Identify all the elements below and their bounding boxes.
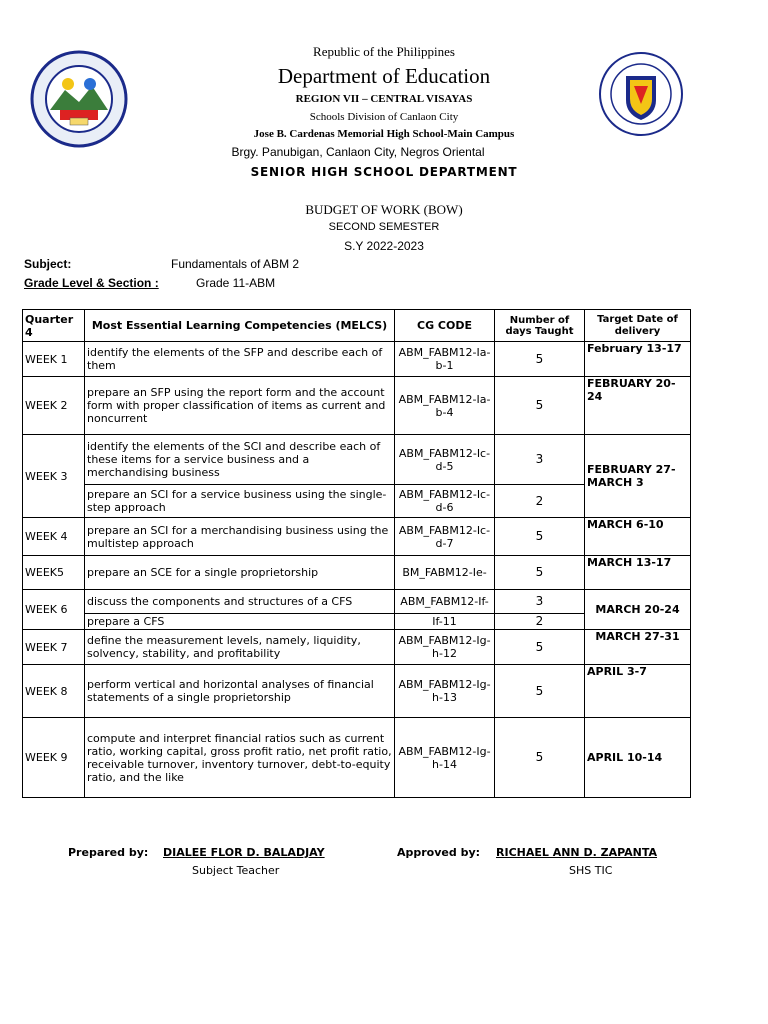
cg-code-cell: ABM_FABM12-Ic-d-5	[395, 435, 495, 485]
days-cell: 2	[495, 614, 585, 630]
melc-cell: discuss the components and structures of a CFS	[85, 590, 395, 614]
department-name: SENIOR HIGH SCHOOL DEPARTMENT	[250, 165, 518, 179]
table-row	[23, 342, 691, 377]
subject-value: Fundamentals of ABM 2	[171, 257, 300, 271]
week-cell: WEEK 8	[23, 665, 85, 718]
week-cell: WEEK 3	[23, 435, 85, 518]
cg-code-cell: ABM_FABM12-Ia-b-4	[395, 377, 495, 435]
target-date-cell: APRIL 3-7	[585, 665, 691, 718]
table-row	[23, 718, 691, 798]
bow-title: BUDGET OF WORK (BOW)	[305, 202, 463, 217]
approved-by-label: Approved by:	[397, 846, 481, 859]
target-date-cell: MARCH 20-24	[585, 590, 691, 630]
table-row	[23, 377, 691, 435]
school-name: Jose B. Cardenas Memorial High School-Main Campus	[253, 128, 515, 140]
days-cell: 5	[495, 665, 585, 718]
approved-by-name: RICHAEL ANN D. ZAPANTA	[496, 846, 658, 859]
header-quarter: Quarter 4	[23, 310, 85, 342]
melc-cell: prepare an SCI for a merchandising business using the multistep approach	[85, 518, 395, 556]
melc-cell: prepare a CFS	[85, 614, 395, 630]
melc-cell: prepare an SCE for a single proprietorship	[85, 556, 395, 590]
table-row	[23, 556, 691, 590]
days-cell: 5	[495, 518, 585, 556]
header-cg-code: CG CODE	[395, 310, 495, 342]
target-date-cell: February 13-17	[585, 342, 691, 377]
week-cell: WEEK 4	[23, 518, 85, 556]
table-row	[23, 665, 691, 718]
week-cell: WEEK 9	[23, 718, 85, 798]
region-line: REGION VII – CENTRAL VISAYAS	[295, 93, 473, 105]
melc-cell: prepare an SCI for a service business using the single-step approach	[85, 485, 395, 518]
table-header-row	[23, 310, 691, 342]
days-cell: 3	[495, 435, 585, 485]
header-days: Number of days Taught	[495, 310, 585, 342]
days-cell: 5	[495, 718, 585, 798]
target-date-cell: MARCH 13-17	[585, 556, 691, 590]
cg-code-cell: ABM_FABM12-Ig-h-13	[395, 665, 495, 718]
week-cell: WEEK 7	[23, 630, 85, 665]
melc-cell: prepare an SFP using the report form and the account form with proper classification of items as current and noncurrent	[85, 377, 395, 435]
budget-of-work-table	[22, 309, 691, 798]
days-cell: 5	[495, 630, 585, 665]
cg-code-cell: ABM_FABM12-If-	[395, 590, 495, 614]
division-line: Schools Division of Canlaon City	[309, 111, 459, 123]
table-row	[23, 590, 691, 614]
school-address: Brgy. Panubigan, Canlaon City, Negros Oriental	[231, 145, 485, 159]
melc-cell: perform vertical and horizontal analyses of financial statements of a single proprietorship	[85, 665, 395, 718]
target-date-cell: APRIL 10-14	[585, 718, 691, 798]
week-cell: WEEK 1	[23, 342, 85, 377]
melc-cell: identify the elements of the SCI and describe each of these items for a service business and a merchandising business	[85, 435, 395, 485]
header-target: Target Date of delivery	[585, 310, 691, 342]
melc-cell: identify the elements of the SFP and describe each of them	[85, 342, 395, 377]
target-date-cell: FEBRUARY 27- MARCH 3	[585, 435, 691, 518]
table-row	[23, 630, 691, 665]
header-melcs: Most Essential Learning Competencies (MELCS)	[85, 310, 395, 342]
grade-label: Grade Level & Section :	[24, 276, 159, 290]
semester-label: SECOND SEMESTER	[328, 221, 440, 233]
cg-code-cell: ABM_FABM12-Ic-d-6	[395, 485, 495, 518]
days-cell: 2	[495, 485, 585, 518]
melc-cell: define the measurement levels, namely, liquidity, solvency, stability, and profitability	[85, 630, 395, 665]
grade-value: Grade 11-ABM	[196, 276, 276, 290]
table-row	[23, 435, 691, 485]
days-cell: 5	[495, 342, 585, 377]
department-title: Department of Education	[277, 64, 491, 88]
cg-code-cell: If-11	[395, 614, 495, 630]
target-date-cell: FEBRUARY 20-24	[585, 377, 691, 435]
school-year: S.Y 2022-2023	[344, 239, 424, 253]
week-cell: WEEK 6	[23, 590, 85, 630]
prepared-by-label: Prepared by:	[68, 846, 149, 859]
week-cell: WEEK5	[23, 556, 85, 590]
cg-code-cell: ABM_FABM12-Ia-b-1	[395, 342, 495, 377]
melc-cell: compute and interpret financial ratios such as current ratio, working capital, gross profit ratio, net profit ratio, receivable turnover, inventory turnover, debt-to-equity ratio, and the like	[85, 718, 395, 798]
prepared-by-name: DIALEE FLOR D. BALADJAY	[163, 846, 325, 859]
cg-code-cell: ABM_FABM12-Ig-h-12	[395, 630, 495, 665]
table-row	[23, 518, 691, 556]
cg-code-cell: BM_FABM12-Ie-	[395, 556, 495, 590]
cg-code-cell: ABM_FABM12-Ic-d-7	[395, 518, 495, 556]
approved-by-title: SHS TIC	[569, 864, 613, 877]
target-date-cell: MARCH 6-10	[585, 518, 691, 556]
subject-label: Subject:	[24, 257, 72, 271]
days-cell: 3	[495, 590, 585, 614]
days-cell: 5	[495, 377, 585, 435]
cg-code-cell: ABM_FABM12-Ig-h-14	[395, 718, 495, 798]
republic-line: Republic of the Philippines	[313, 44, 455, 59]
days-cell: 5	[495, 556, 585, 590]
target-date-cell: MARCH 27-31	[585, 630, 691, 665]
prepared-by-title: Subject Teacher	[192, 864, 280, 877]
week-cell: WEEK 2	[23, 377, 85, 435]
